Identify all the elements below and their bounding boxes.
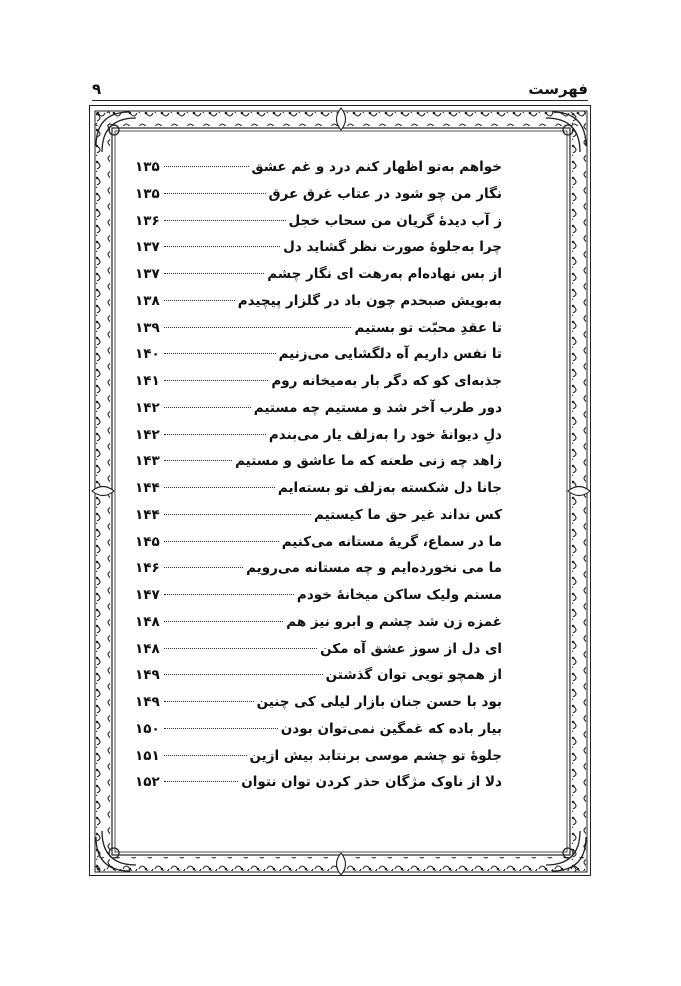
toc-page: ۱۳۵ [135, 185, 160, 202]
toc-title: دور طرب آخر شد و مستیم چه مستیم [253, 399, 502, 416]
toc-page: ۱۵۲ [135, 774, 160, 791]
toc-entry[interactable] [135, 694, 502, 721]
toc-entry[interactable] [135, 560, 502, 587]
toc-entry[interactable] [135, 213, 502, 240]
toc-entry[interactable] [135, 534, 502, 561]
leader-dots [164, 541, 279, 542]
header-page-number: ۹ [92, 80, 102, 98]
leader-dots [164, 353, 276, 354]
toc-title: غمزه زن شد چشم و ابرو نیز هم [286, 613, 502, 630]
toc-title: چرا به‌جلوهٔ صورت نظر گشاید دل [283, 239, 502, 256]
toc-page: ۱۴۸ [135, 640, 160, 657]
toc-entry[interactable] [135, 507, 502, 534]
leader-dots [164, 567, 243, 568]
header-title: فهرست [528, 80, 588, 98]
toc-title: جذبه‌ای کو که دگر بار به‌میخانه روم [271, 373, 502, 389]
toc-page: ۱۴۵ [135, 533, 160, 550]
leader-dots [164, 407, 251, 408]
leader-dots [164, 246, 280, 247]
toc-entry[interactable] [135, 587, 502, 614]
toc-entry[interactable] [135, 373, 502, 400]
leader-dots [164, 300, 235, 301]
toc-page: ۱۴۲ [135, 426, 160, 443]
toc-page: ۱۴۳ [135, 453, 160, 470]
toc-page: ۱۵۱ [135, 747, 160, 764]
toc-entry[interactable] [135, 774, 502, 801]
toc-title: ما در سماع، گریهٔ مستانه می‌کنیم [281, 533, 502, 550]
toc-entry[interactable] [135, 293, 502, 320]
toc-entry[interactable] [135, 427, 502, 454]
toc-page: ۱۴۱ [135, 373, 160, 389]
leader-dots [164, 487, 275, 488]
leader-dots [164, 380, 268, 381]
toc-title: ای دل از سوز عشق آه مکن [320, 640, 502, 657]
toc-page: ۱۳۸ [135, 292, 160, 309]
toc-page: ۱۴۸ [135, 613, 160, 630]
toc-entry[interactable] [135, 480, 502, 507]
leader-dots [164, 514, 311, 515]
toc-entry[interactable] [135, 320, 502, 347]
toc-entry[interactable] [135, 186, 502, 213]
toc-page: ۱۳۵ [135, 159, 160, 175]
toc-title: تا نفس داریم آه دلگشایی می‌زنیم [278, 346, 502, 363]
toc-title: ما می نخورده‌ایم و چه مستانه می‌رویم [246, 560, 502, 577]
toc-page: ۱۳۹ [135, 319, 160, 336]
toc-page: ۱۳۷ [135, 239, 160, 256]
leader-dots [164, 728, 278, 729]
toc-title: بود با حسن جنان بازار لیلی کی چنین [256, 694, 502, 710]
toc-page: ۱۴۰ [135, 346, 160, 363]
toc-page: ۱۴۶ [135, 560, 160, 577]
leader-dots [164, 193, 266, 194]
toc-entry[interactable] [135, 159, 502, 186]
leader-dots [164, 594, 294, 595]
leader-dots [164, 166, 249, 167]
leader-dots [164, 327, 351, 328]
leader-dots [164, 701, 254, 702]
leader-dots [164, 781, 238, 782]
toc-entry[interactable] [135, 667, 502, 694]
leader-dots [164, 621, 283, 622]
leader-dots [164, 755, 247, 756]
toc-title: زاهد چه زنی طعنه که ما عاشق و مستیم [235, 453, 502, 470]
toc-page: ۱۳۶ [135, 212, 160, 229]
toc-page: ۱۴۴ [135, 480, 160, 496]
toc-title: خواهم به‌تو اظهار کنم درد و غم عشق [251, 159, 502, 175]
leader-dots [164, 434, 266, 435]
toc-page: ۱۴۹ [135, 667, 160, 684]
toc-entry[interactable] [135, 748, 502, 775]
toc-entry[interactable] [135, 346, 502, 373]
toc-page: ۱۳۷ [135, 266, 160, 282]
toc-page: ۱۵۰ [135, 720, 160, 737]
running-header [92, 76, 588, 102]
toc-title: دلا از ناوک مژگان حذر کردن توان نتوان [241, 774, 502, 791]
toc-page: ۱۴۲ [135, 399, 160, 416]
toc-page: ۱۴۷ [135, 587, 160, 603]
toc-entry[interactable] [135, 721, 502, 748]
toc-title: به‌بویش صبحدم چون باد در گلزار پیچیدم [237, 292, 502, 309]
toc-entry[interactable] [135, 453, 502, 480]
toc-page: ۱۴۹ [135, 694, 160, 710]
toc-entry[interactable] [135, 239, 502, 266]
toc-title: تا عقدِ محبّت تو بستیم [354, 319, 502, 336]
leader-dots [164, 220, 286, 221]
toc-title: کس نداند غیر حق ما کیستیم [314, 506, 502, 523]
toc-title: دلِ دیوانهٔ خود را به‌زلف یار می‌بندم [268, 426, 502, 443]
toc-page: ۱۴۴ [135, 506, 160, 523]
toc-entry[interactable] [135, 641, 502, 668]
toc-entry[interactable] [135, 400, 502, 427]
toc-title: جلوهٔ تو چشم موسی برنتابد بیش ازین [249, 747, 502, 764]
toc-title: از همچو تویی توان گذشتن [325, 667, 502, 684]
toc-title: نگار من چو شود در عتاب غرق عرق [268, 185, 502, 202]
leader-dots [164, 273, 264, 274]
leader-dots [164, 460, 232, 461]
leader-dots [164, 674, 323, 675]
toc-entry[interactable] [135, 266, 502, 293]
table-of-contents [135, 159, 502, 801]
leader-dots [164, 648, 317, 649]
toc-title: ز آب دیدهٔ گریان من سحاب خجل [288, 212, 502, 229]
toc-title: از بس نهاده‌ام به‌رهت ای نگار چشم [267, 266, 502, 282]
toc-entry[interactable] [135, 614, 502, 641]
toc-title: مستم ولیک ساکن میخانهٔ خودم [296, 587, 502, 603]
toc-title: بیار باده که غمگین نمی‌توان بودن [280, 720, 502, 737]
header-rule [92, 100, 588, 101]
toc-title: جانا دل شکسته به‌زلف تو بسته‌ایم [277, 480, 502, 496]
